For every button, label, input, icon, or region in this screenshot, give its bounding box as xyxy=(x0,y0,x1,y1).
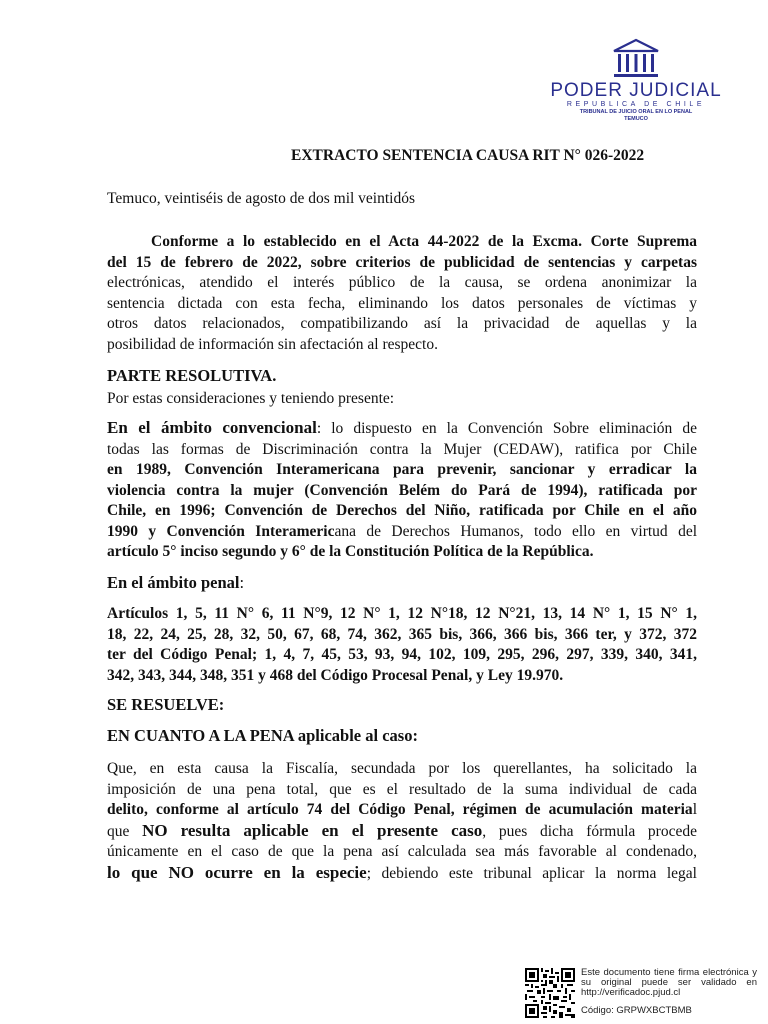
pena-text: que xyxy=(107,822,143,840)
penal-colon: : xyxy=(239,573,245,592)
verification-note: Este documento tiene firma electrónica y su original puede ser validado en http://verificadoc.pjud.cl xyxy=(581,967,757,998)
intro-line: posibilidad de información sin afectación al respecto. xyxy=(107,335,438,353)
logo-org-name: PODER JUDICIAL xyxy=(550,80,722,101)
pena-paragraph xyxy=(107,759,697,884)
pena-heading-rest: aplicable al caso: xyxy=(293,726,418,745)
verification-code: Código: GRPWXBCTBMB xyxy=(581,1005,692,1016)
convencional-line: en 1989, Convención Interamericana para prevenir, sancionar y erradicar la xyxy=(107,461,697,478)
pena-bold-text: NO resulta aplicable en el presente caso xyxy=(142,820,483,840)
penal-line: 342, 343, 344, 348, 351 y 468 del Código Procesal Penal, y Ley 19.970. xyxy=(107,666,564,684)
qr-code-icon xyxy=(525,968,575,1018)
convencional-text: : lo dispuesto en la Convención Sobre eliminación de xyxy=(316,420,697,437)
consideraciones-text: Por estas consideraciones y teniendo presente: xyxy=(107,390,395,407)
convencional-line: Chile, en 1996; Convención de Derechos del Niño, ratificada por Chile en el año xyxy=(107,502,697,519)
convencional-line: artículo 5° inciso segundo y 6° de la Constitución Política de la República. xyxy=(107,543,594,560)
footer-verification-text xyxy=(581,968,757,1016)
pena-bold-text: delito, conforme al artículo 74 del Código Penal, régimen de acumulación materia xyxy=(107,801,693,818)
document-title: EXTRACTO SENTENCIA CAUSA RIT N° 026-2022 xyxy=(291,147,645,164)
pena-text: l xyxy=(692,801,697,818)
penal-label: En el ámbito penal xyxy=(107,573,240,592)
document-date: Temuco, veintiséis de agosto de dos mil veintidós xyxy=(107,190,416,207)
logo-tribunal-line2: TEMUCO xyxy=(624,116,648,122)
convencional-paragraph xyxy=(107,418,697,563)
penal-heading xyxy=(107,573,244,593)
pena-text: ; debiendo este tribunal aplicar la norma legal xyxy=(366,864,697,882)
convencional-bold-text: 1990 y Convención Interameric xyxy=(107,522,335,540)
intro-line: electrónicas, atendido el interés público de la causa, se ordena anonimizar la xyxy=(107,274,697,291)
convencional-line: violencia contra la mujer (Convención Belém do Pará de 1994), ratificada por xyxy=(107,481,697,499)
pena-line: Que, en esta causa la Fiscalía, secundada por los querellantes, ha solicitado la xyxy=(107,760,697,777)
courthouse-icon xyxy=(610,38,662,80)
logo-tribunal-line1: TRIBUNAL DE JUICIO ORAL EN LO PENAL xyxy=(579,109,693,115)
pena-heading-bold: EN CUANTO A LA PENA xyxy=(107,726,294,745)
pena-text: , pues dicha fórmula procede xyxy=(482,822,697,840)
pena-bold-text: lo que NO ocurre en la especie xyxy=(107,862,367,882)
se-resuelve-heading: SE RESUELVE: xyxy=(107,695,225,714)
pena-line: únicamente en el caso de que la pena así calculada sea más favorable al condenado, xyxy=(107,843,697,860)
penal-paragraph xyxy=(107,604,697,686)
parte-resolutiva-heading: PARTE RESOLUTIVA. xyxy=(107,366,277,385)
convencional-text: ana de Derechos Humanos, todo ello en virtud del xyxy=(334,522,697,540)
poder-judicial-logo xyxy=(548,38,724,128)
intro-line: sentencia dictada con esta fecha, eliminando los datos personales de víctimas y xyxy=(107,294,697,312)
penal-line: ter del Código Penal; 1, 4, 7, 45, 53, 93, 94, 102, 109, 295, 296, 297, 339, 340, 341, xyxy=(107,646,697,663)
intro-paragraph xyxy=(107,232,697,355)
penal-line: 18, 22, 24, 25, 28, 32, 50, 67, 68, 74, 362, 365 bis, 366, 366 bis, 366 ter, y 372, 372 xyxy=(107,625,697,643)
pena-line: imposición de una pena total, que es el resultado de la suma individual de cada xyxy=(107,780,697,798)
logo-country: REPUBLICA DE CHILE xyxy=(566,101,706,108)
intro-line: otros datos relacionados, compatibilizando así la privacidad de aquellas y la xyxy=(107,315,697,332)
pena-heading xyxy=(107,726,418,746)
convencional-line: todas las formas de Discriminación contra la Mujer (CEDAW), ratifica por Chile xyxy=(107,440,697,458)
intro-line: del 15 de febrero de 2022, sobre criterios de publicidad de sentencias y carpetas xyxy=(107,253,697,271)
convencional-label: En el ámbito convencional xyxy=(107,418,317,437)
intro-line: Conforme a lo establecido en el Acta 44-2022 de la Excma. Corte Suprema xyxy=(151,233,697,250)
penal-line: Artículos 1, 5, 11 N° 6, 11 N°9, 12 N° 1, 12 N°18, 12 N°21, 13, 14 N° 1, 15 N° 1, xyxy=(107,605,697,622)
